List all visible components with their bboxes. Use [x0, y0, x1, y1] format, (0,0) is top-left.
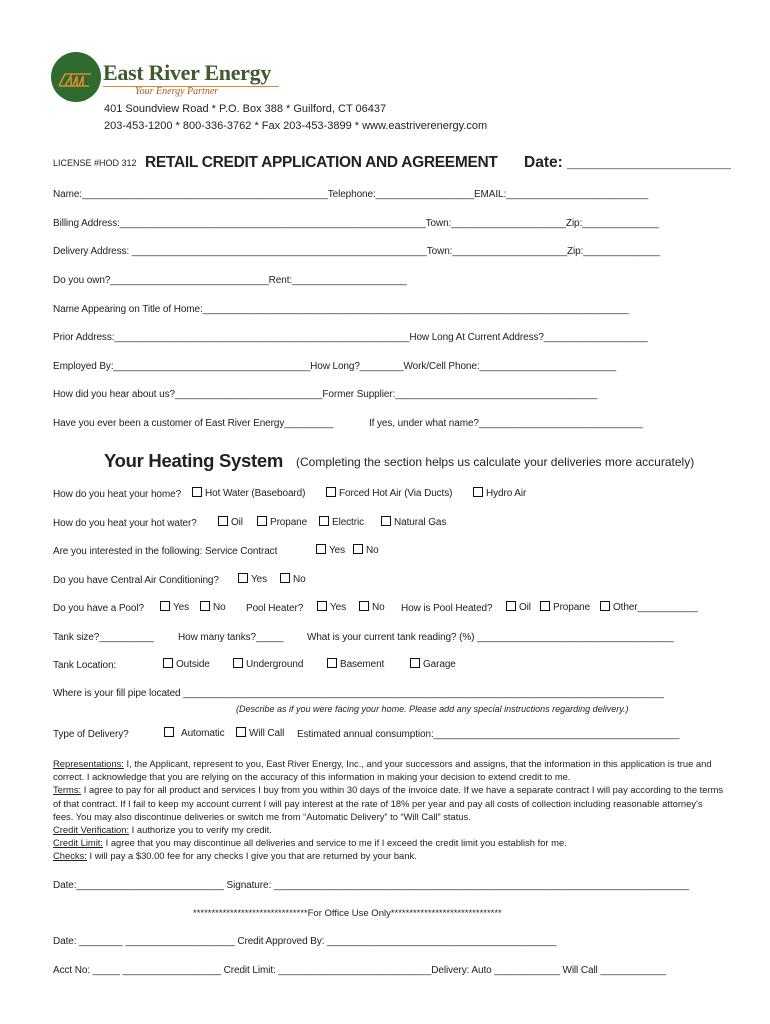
office-account-line[interactable]: Acct No: _____ __________________ Credit Limit: ____________________________Delivery: Auto ____________ Will Call ____________: [53, 965, 666, 976]
header-date-field[interactable]: Date: ___________________: [524, 154, 731, 171]
title-name-line[interactable]: Name Appearing on Title of Home:______________________________________________________________________________: [53, 304, 629, 315]
checkbox[interactable]: [163, 658, 173, 668]
own-rent-line[interactable]: Do you own?_____________________________Rent:_____________________: [53, 275, 407, 286]
water-option-oil[interactable]: Oil: [218, 516, 243, 528]
water-option-natural-gas[interactable]: Natural Gas: [381, 516, 446, 528]
checkbox[interactable]: [257, 516, 267, 526]
tank-size-field[interactable]: Tank size?__________: [53, 632, 154, 643]
delivery-will-call[interactable]: Will Call: [236, 727, 284, 739]
pool-heater-no[interactable]: No: [359, 601, 385, 613]
delivery-type-label: Type of Delivery?: [53, 729, 129, 740]
credit-limit-text: I agree that you may discontinue all deliveries and service to me if I exceed the credit limit you establish for me.: [103, 837, 567, 849]
service-contract-yes[interactable]: Yes: [316, 544, 345, 556]
terms-text: I agree to pay for all product and services I buy from you within 30 days of the invoice date. If we have a separate contract I will pay according to the terms of that contract. If I fail to keep my account current I will pay interest at the rate of 18% per year and pay all costs of collection including reasonable attorney's fees. You may also discontinue deliveries or switch me from “Automatic Delivery” to “Will Call” status.: [53, 784, 724, 822]
water-option-propane[interactable]: Propane: [257, 516, 307, 528]
tank-count-field[interactable]: How many tanks?_____: [178, 632, 284, 643]
pool-heater-question: Pool Heater?: [246, 603, 304, 614]
service-contract-question: Are you interested in the following: Service Contract: [53, 546, 278, 557]
checkbox[interactable]: [327, 658, 337, 668]
terms-label: Terms:: [53, 784, 82, 796]
fill-pipe-note: (Describe as if you were facing your home. Please add any special instructions regarding delivery.): [236, 704, 629, 714]
tank-location-label: Tank Location:: [53, 660, 117, 671]
representations-label: Representations:: [53, 758, 124, 769]
checkbox[interactable]: [316, 544, 326, 554]
checkbox[interactable]: [160, 601, 170, 611]
office-approval-line[interactable]: Date: ________ ____________________ Credit Approved By: __________________________________________: [53, 936, 557, 947]
checkbox[interactable]: [381, 516, 391, 526]
pool-question: Do you have a Pool?: [53, 603, 144, 614]
location-garage[interactable]: Garage: [410, 658, 456, 670]
logo-tagline: Your Energy Partner: [135, 86, 219, 97]
service-contract-no[interactable]: No: [353, 544, 379, 556]
credit-verification-label: Credit Verification:: [53, 824, 130, 836]
checkbox[interactable]: [540, 601, 550, 611]
tank-reading-field[interactable]: What is your current tank reading? (%) ____________________________________: [307, 632, 674, 643]
annual-consumption-field[interactable]: Estimated annual consumption:_____________________________________________: [297, 729, 680, 740]
delivery-automatic[interactable]: Automatic: [164, 727, 225, 739]
logo-emblem-icon: [51, 52, 101, 102]
checkbox[interactable]: [353, 544, 363, 554]
location-basement[interactable]: Basement: [327, 658, 384, 670]
pool-heater-yes[interactable]: Yes: [317, 601, 346, 613]
representations-text: I, the Applicant, represent to you, East River Energy, Inc., and your successors and assigns, that the information in this application is true and correct. I acknowledge that you are relying on the accuracy of this information in making your decision to extend credit to me.: [53, 758, 712, 783]
checkbox[interactable]: [236, 727, 246, 737]
checkbox[interactable]: [506, 601, 516, 611]
checkbox[interactable]: [319, 516, 329, 526]
checkbox[interactable]: [192, 487, 202, 497]
pool-heated-question: How is Pool Heated?: [401, 603, 493, 614]
location-underground[interactable]: Underground: [233, 658, 303, 670]
heating-section-subtitle: (Completing the section helps us calculate your deliveries more accurately): [296, 455, 695, 469]
location-outside[interactable]: Outside: [163, 658, 210, 670]
checkbox[interactable]: [326, 487, 336, 497]
address-line-1: 401 Soundview Road * P.O. Box 388 * Guilford, CT 06437: [104, 103, 387, 115]
license-number: LICENSE #HOD 312: [53, 158, 137, 168]
checkbox[interactable]: [600, 601, 610, 611]
checks-text: I will pay a $30.00 fee for any checks I give you that are returned by your bank.: [86, 850, 417, 862]
checkbox[interactable]: [410, 658, 420, 668]
name-phone-email-line[interactable]: Name:_____________________________________________Telephone:__________________EMAIL:__________________________: [53, 189, 649, 200]
pool-no[interactable]: No: [200, 601, 226, 613]
company-logo: [51, 52, 101, 102]
previous-name-field[interactable]: If yes, under what name?______________________________: [369, 418, 643, 429]
heating-section-title: Your Heating System: [104, 450, 284, 471]
previous-customer-field[interactable]: Have you ever been a customer of East River Energy_________: [53, 418, 334, 429]
checkbox[interactable]: [473, 487, 483, 497]
hot-water-question: How do you heat your hot water?: [53, 518, 197, 529]
central-air-no[interactable]: No: [280, 573, 306, 585]
employment-line[interactable]: Employed By:____________________________________How Long?________Work/Cell Phone:_________________________: [53, 361, 617, 372]
checks-label: Checks:: [53, 850, 87, 862]
checkbox[interactable]: [280, 573, 290, 583]
heat-home-question: How do you heat your home?: [53, 489, 182, 500]
referral-supplier-line[interactable]: How did you hear about us?___________________________Former Supplier:_____________________________________: [53, 389, 598, 400]
checkbox[interactable]: [317, 601, 327, 611]
checkbox[interactable]: [233, 658, 243, 668]
water-option-electric[interactable]: Electric: [319, 516, 364, 528]
billing-address-line[interactable]: Billing Address:________________________________________________________Town:_____________________Zip:______________: [53, 218, 659, 229]
checkbox[interactable]: [164, 727, 174, 737]
checkbox[interactable]: [238, 573, 248, 583]
pool-heat-propane[interactable]: Propane: [540, 601, 590, 613]
form-title: RETAIL CREDIT APPLICATION AND AGREEMENT: [145, 154, 498, 171]
fill-pipe-field[interactable]: Where is your fill pipe located ________________________________________________________________________________________: [53, 688, 664, 699]
prior-address-line[interactable]: Prior Address:______________________________________________________How Long At Current Address?___________________: [53, 332, 648, 343]
address-line-2: 203-453-1200 * 800-336-3762 * Fax 203-453-3899 * www.eastriverenergy.com: [104, 120, 488, 132]
heat-option-hot-water[interactable]: Hot Water (Baseboard): [192, 487, 305, 499]
delivery-address-line[interactable]: Delivery Address: ______________________________________________________Town:_____________________Zip:______________: [53, 246, 660, 257]
central-air-yes[interactable]: Yes: [238, 573, 267, 585]
pool-heat-other[interactable]: Other___________: [600, 601, 698, 613]
credit-verification-text: I authorize you to verify my credit.: [129, 824, 272, 836]
checkbox[interactable]: [359, 601, 369, 611]
office-use-banner: *******************************For Office Use Only******************************: [193, 908, 502, 919]
checkbox[interactable]: [200, 601, 210, 611]
heat-option-hydro-air[interactable]: Hydro Air: [473, 487, 526, 499]
logo-name: East River Energy: [103, 60, 272, 85]
pool-yes[interactable]: Yes: [160, 601, 189, 613]
signature-line[interactable]: Date:___________________________ Signature: ____________________________________________________________________________: [53, 880, 689, 891]
central-air-question: Do you have Central Air Conditioning?: [53, 575, 219, 586]
heat-option-forced-air[interactable]: Forced Hot Air (Via Ducts): [326, 487, 452, 499]
checkbox[interactable]: [218, 516, 228, 526]
terms-paragraph: [53, 757, 725, 863]
credit-limit-label: Credit Limit:: [53, 837, 104, 849]
pool-heat-oil[interactable]: Oil: [506, 601, 531, 613]
